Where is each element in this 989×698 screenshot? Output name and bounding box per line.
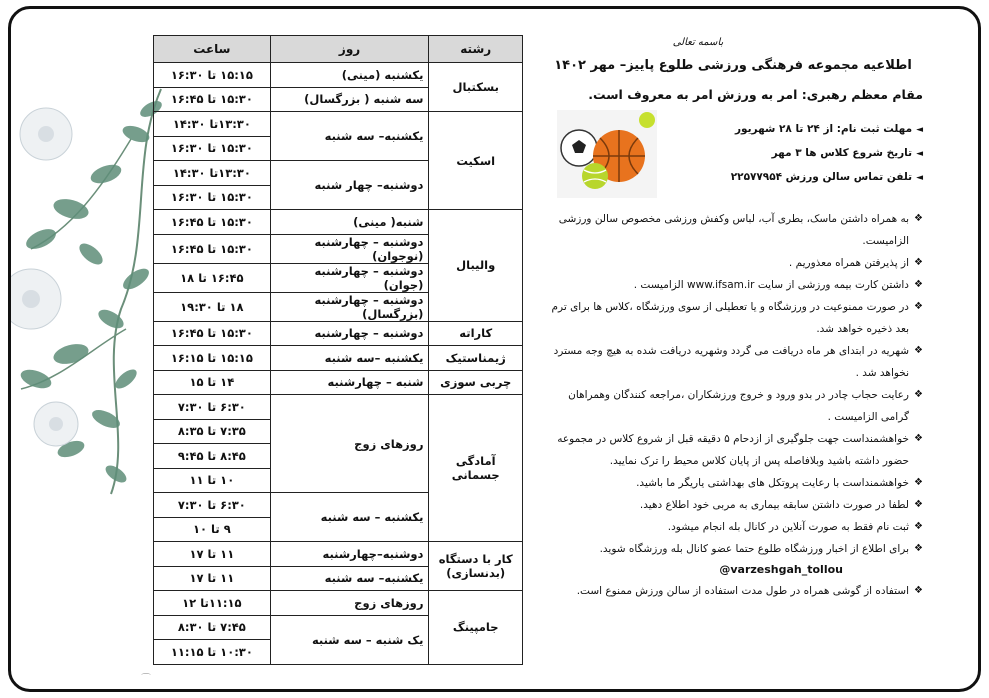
sport-cell: ژیمناستیک	[429, 346, 523, 371]
diamond-bullet-icon: ❖	[914, 257, 923, 268]
table-row	[154, 591, 523, 616]
sport-cell: چربی سوزی	[429, 370, 523, 395]
leader-quote: مقام معظم رهبری: امر به ورزش امر به معروف است.	[588, 87, 923, 102]
time-cell: ۹ تا ۱۰	[154, 517, 271, 542]
sports-balls-image	[557, 110, 657, 198]
diamond-bullet-icon: ❖	[914, 389, 923, 400]
day-cell: دوشنبه – چهارشنبه (جوان)	[270, 263, 429, 292]
time-cell: ۱۵:۳۰ تا ۱۶:۳۰	[154, 136, 271, 161]
time-cell: ۱۵:۳۰ تا ۱۶:۳۰	[154, 185, 271, 210]
time-cell: ۱۵:۳۰ تا ۱۶:۴۵	[154, 87, 271, 112]
table-row	[154, 210, 523, 235]
sport-cell: جامپینگ	[429, 591, 523, 665]
table-header-row	[154, 36, 523, 63]
notice-frame	[8, 6, 981, 692]
rule-item: ❖ در صورت ممنوعیت در ورزشگاه و یا تعطیلی از سوی ورزشگاه ،کلاس ها برای ترم بعد ذخیره خواهد شد.	[543, 296, 923, 340]
sport-cell: آمادگی جسمانی	[429, 395, 523, 542]
diamond-bullet-icon: ❖	[914, 433, 923, 444]
day-cell: یکشنبه– سه شنبه	[270, 112, 429, 161]
arrow-icon: ◄	[916, 149, 923, 159]
time-cell: ۱۵:۳۰ تا ۱۶:۴۵	[154, 210, 271, 235]
diamond-bullet-icon: ❖	[914, 477, 923, 488]
diamond-bullet-icon: ❖	[914, 301, 923, 312]
day-cell: یکشنبه – سه شنبه	[270, 493, 429, 542]
day-cell: یک شنبه – سه شنبه	[270, 615, 429, 664]
diamond-bullet-icon: ❖	[914, 345, 923, 356]
rules-list	[543, 208, 923, 560]
time-cell: ۶:۳۰ تا ۷:۳۰	[154, 395, 271, 420]
arrow-icon: ◄	[916, 125, 923, 135]
time-cell: ۱۱:۱۵تا ۱۲	[154, 591, 271, 616]
diamond-bullet-icon: ❖	[914, 543, 923, 554]
bismillah-heading: باسمه تعالی	[672, 37, 724, 48]
day-cell: دوشنبه–چهارشنبه	[270, 542, 429, 567]
rule-item: ❖ رعایت حجاب چادر در بدو ورود و خروج ورزشکاران ،مراجعه کنندگان وهمراهان گرامی الزامیست .	[543, 384, 923, 428]
table-row	[154, 112, 523, 137]
time-cell: ۱۵:۳۰ تا ۱۶:۴۵	[154, 321, 271, 346]
announcement	[543, 37, 923, 602]
day-cell: روزهای زوج	[270, 591, 429, 616]
time-cell: ۱۶:۴۵ تا ۱۸	[154, 263, 271, 292]
time-cell: ۱۱ تا ۱۷	[154, 542, 271, 567]
day-cell: دوشنبه – چهارشنبه (نوجوان)	[270, 234, 429, 263]
time-cell: ۷:۴۵ تا ۸:۳۰	[154, 615, 271, 640]
rule-item: ❖ خواهشمنداست با رعایت پروتکل های بهداشتی یاریگر ما باشید.	[543, 472, 923, 494]
rule-item: ❖ ثبت نام فقط به صورت آنلاین در کانال بله انجام میشود.	[543, 516, 923, 538]
rule-item: ❖ از پذیرفتن همراه معذوریم .	[543, 252, 923, 274]
table-row	[154, 346, 523, 371]
sport-cell: کار با دستگاه (بدنسازی)	[429, 542, 523, 591]
day-cell: یکشنبه– سه شنبه	[270, 566, 429, 591]
col-header-sport: رشته	[429, 36, 523, 63]
time-cell: ۱۱ تا ۱۷	[154, 566, 271, 591]
diamond-bullet-icon: ❖	[914, 279, 923, 290]
sport-cell: اسکیت	[429, 112, 523, 210]
time-cell: ۱۰ تا ۱۱	[154, 468, 271, 493]
info-list	[731, 118, 923, 190]
diamond-bullet-icon: ❖	[914, 521, 923, 532]
info-item-registration: ◄مهلت ثبت نام: از ۲۴ تا ۲۸ شهریور	[734, 123, 923, 135]
time-cell: ۱۳:۳۰تا ۱۴:۳۰	[154, 161, 271, 186]
time-cell: ۱۵:۱۵ تا ۱۶:۱۵	[154, 346, 271, 371]
time-cell: ۱۳:۳۰تا ۱۴:۳۰	[154, 112, 271, 137]
time-cell: ۱۸ تا ۱۹:۳۰	[154, 292, 271, 321]
info-item-start-date: ◄تاریخ شروع کلاس ها ۳ مهر	[771, 147, 923, 159]
schedule-body	[154, 63, 523, 665]
rule-item: ❖ شهریه در ابتدای هر ماه دریافت می گردد وشهریه دریافت شده به هیچ وجه مسترد نخواهد شد .	[543, 340, 923, 384]
time-cell: ۱۵:۳۰ تا ۱۶:۴۵	[154, 234, 271, 263]
rule-item: ❖ به همراه داشتن ماسک، بطری آب، لباس وکفش ورزشی مخصوص سالن ورزشی الزامیست.	[543, 208, 923, 252]
table-row	[154, 321, 523, 346]
day-cell: یکشنبه (مینی)	[270, 63, 429, 88]
day-cell: شنبه – چهارشنبه	[270, 370, 429, 395]
rule-item: ❖ برای اطلاع از اخبار ورزشگاه طلوع حتما عضو کانال بله ورزشگاه شوید.	[543, 538, 923, 560]
diamond-bullet-icon: ❖	[914, 213, 923, 224]
day-cell: روزهای زوج	[270, 395, 429, 493]
rule-item: ❖ داشتن کارت بیمه ورزشی از سایت www.ifsam.ir الزامیست .	[543, 274, 923, 296]
diamond-bullet-icon: ❖	[914, 499, 923, 510]
rule-item-phone-ban: ❖ استفاده از گوشی همراه در طول مدت استفاده از سالن ورزش ممنوع است.	[543, 580, 923, 602]
info-item-phone: ◄تلفن تماس سالن ورزش ۲۲۵۷۷۹۵۴	[730, 171, 923, 183]
sport-cell: والیبال	[429, 210, 523, 322]
table-row	[154, 370, 523, 395]
rule-item: ❖ خواهشمنداست جهت جلوگیری از ازدحام ۵ دقیقه قبل از شروع کلاس در مجموعه حضور داشته باشید وبلافاصله پس از پایان کلاس محیط را ترک نمایید.	[543, 428, 923, 472]
time-cell: ۱۴ تا ۱۵	[154, 370, 271, 395]
diamond-bullet-icon: ❖	[914, 585, 923, 596]
sport-cell: کاراته	[429, 321, 523, 346]
arrow-icon: ◄	[916, 173, 923, 183]
time-cell: ۱۰:۳۰ تا ۱۱:۱۵	[154, 640, 271, 665]
rule-item: ❖ لطفا در صورت داشتن سابقه بیماری به مربی خود اطلاع دهید.	[543, 494, 923, 516]
table-row	[154, 395, 523, 420]
col-header-day: روز	[270, 36, 429, 63]
time-cell: ۶:۳۰ تا ۷:۳۰	[154, 493, 271, 518]
table-row	[154, 63, 523, 88]
day-cell: دوشنبه– چهار شنبه	[270, 161, 429, 210]
day-cell: دوشنبه – چهارشنبه (بزرگسال)	[270, 292, 429, 321]
time-cell: ۸:۴۵ تا ۹:۴۵	[154, 444, 271, 469]
sport-cell: بسکتبال	[429, 63, 523, 112]
time-cell: ۷:۳۵ تا ۸:۳۵	[154, 419, 271, 444]
corner-mark: ⌒	[141, 674, 151, 685]
channel-handle: @varzeshgah_tollou	[719, 563, 843, 576]
info-block	[543, 110, 923, 202]
day-cell: یکشنبه –سه شنبه	[270, 346, 429, 371]
page-title: اطلاعیه مجموعه فرهنگی ورزشی طلوع پاییز– مهر ۱۴۰۲	[554, 58, 912, 73]
day-cell: شنبه( مینی)	[270, 210, 429, 235]
col-header-time: ساعت	[154, 36, 271, 63]
day-cell: سه شنبه ( بزرگسال)	[270, 87, 429, 112]
table-row	[154, 542, 523, 567]
schedule-table	[153, 35, 523, 665]
time-cell: ۱۵:۱۵ تا ۱۶:۳۰	[154, 63, 271, 88]
day-cell: دوشنبه – چهارشنبه	[270, 321, 429, 346]
